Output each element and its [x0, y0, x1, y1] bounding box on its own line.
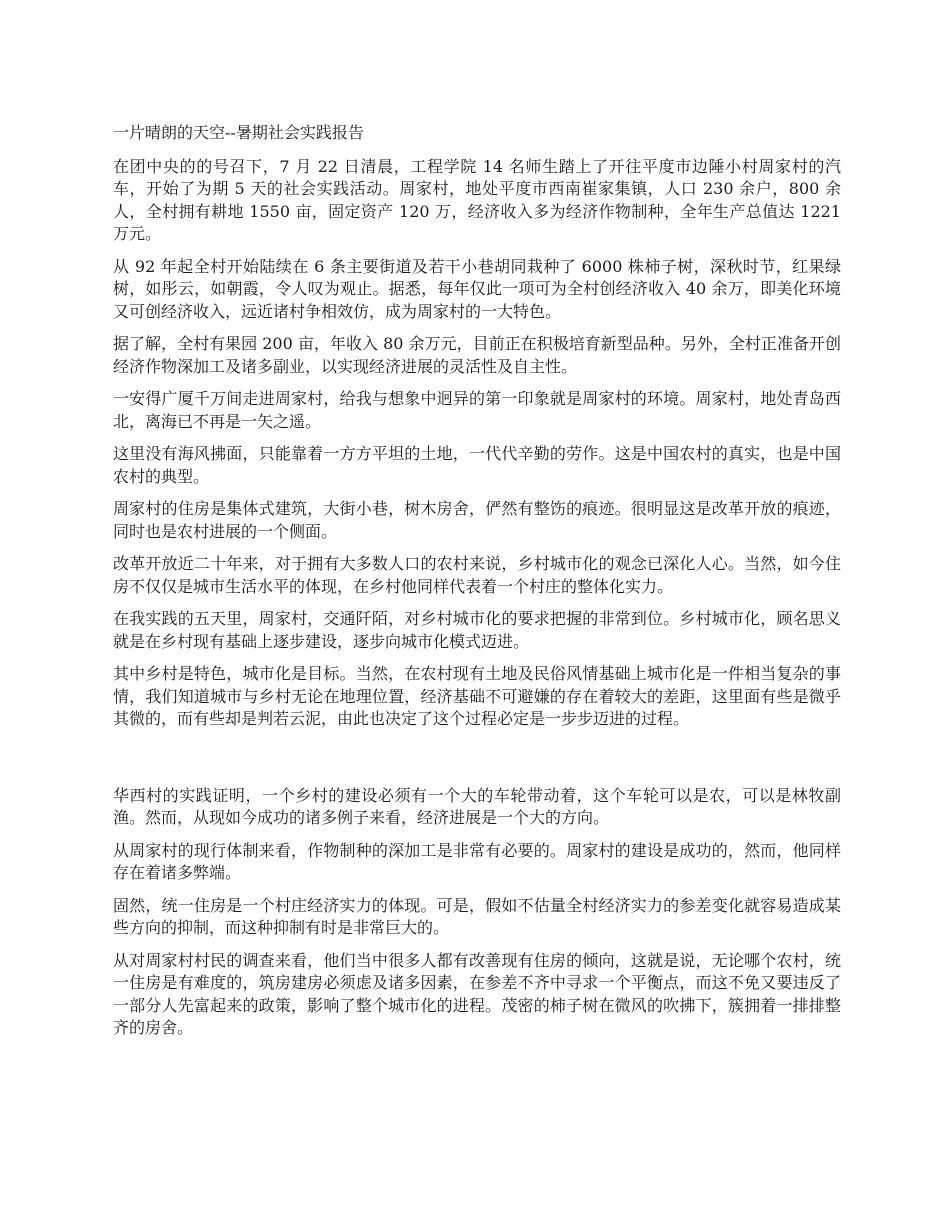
- section-spacer: [113, 741, 841, 785]
- paragraph: 一安得广厦千万间走进周家村，给我与想象中迥异的第一印象就是周家村的环境。周家村，地处青岛西北，离海已不再是一矢之遥。: [113, 389, 841, 431]
- paragraph: 这里没有海风拂面，只能靠着一方方平坦的土地，一代代辛勤的劳作。这是中国农村的真实，也是中国农村的典型。: [113, 444, 841, 486]
- paragraph: 从周家村的现行体制来看，作物制种的深加工是非常有必要的。周家村的建设是成功的，然而，他同样存在着诸多弊端。: [113, 840, 841, 882]
- document-title: 一片晴朗的天空--暑期社会实践报告: [113, 123, 364, 142]
- paragraph: 从 92 年起全村开始陆续在 6 条主要街道及若干小巷胡同栽种了 6000 株柿子树，深秋时节，红果绿树，如彤云，如朝霞，令人叹为观止。据悉，每年仅此一项可为全村创经济收入 40 余万，即美化环境又可创经济收入，远近诸村争相效仿，成为周家村的一大特色。: [113, 256, 841, 321]
- paragraph: 其中乡村是特色，城市化是目标。当然，在农村现有土地及民俗风情基础上城市化是一件相当复杂的事情，我们知道城市与乡村无论在地理位置，经济基础不可避嫌的存在着较大的差距，这里面有些是微乎其微的，而有些却是判若云泥，由此也决定了这个过程必定是一步步迈进的过程。: [113, 664, 841, 728]
- paragraph: 在团中央的的号召下，7 月 22 日清晨，工程学院 14 名师生踏上了开往平度市边陲小村周家村的汽车，开始了为期 5 天的社会实践活动。周家村，地处平度市西南崔家集镇，人口 230 余户，800 余人，全村拥有耕地 1550 亩，固定资产 120 万，经济收入多为经济作物制种，全年生产总值达 1221 万元。: [113, 156, 841, 243]
- paragraph: 从对周家村村民的调查来看，他们当中很多人都有改善现有住房的倾向，这就是说，无论哪个农村，统一住房是有难度的，筑房建房必须虑及诸多因素，在参差不齐中寻求一个平衡点，而这不免又要违反了一部分人先富起来的政策，影响了整个城市化的进程。茂密的柿子树在微风的吹拂下，簇拥着一排排整齐的房舍。: [113, 950, 841, 1037]
- paragraph: 华西村的实践证明，一个乡村的建设必须有一个大的车轮带动着，这个车轮可以是农，可以是林牧副渔。然而，从现如今成功的诸多例子来看，经济进展是一个大的方向。: [113, 785, 841, 827]
- paragraph: 改革开放近二十年来，对于拥有大多数人口的农村来说，乡村城市化的观念已深化人心。当然，如今住房不仅仅是城市生活水平的体现，在乡村他同样代表着一个村庄的整体化实力。: [113, 554, 841, 596]
- paragraph: 在我实践的五天里，周家村，交通阡陌，对乡村城市化的要求把握的非常到位。乡村城市化，顾名思义就是在乡村现有基础上逐步建设，逐步向城市化模式迈进。: [113, 609, 841, 651]
- paragraph: 周家村的住房是集体式建筑，大街小巷，树木房舍，俨然有整饬的痕迹。很明显这是改革开放的痕迹，同时也是农村进展的一个侧面。: [113, 499, 841, 541]
- paragraph: 固然，统一住房是一个村庄经济实力的体现。可是，假如不估量全村经济实力的参差变化就容易造成某些方向的抑制，而这种抑制有时是非常巨大的。: [113, 895, 841, 937]
- document-page: [113, 122, 841, 1050]
- paragraph: 据了解，全村有果园 200 亩，年收入 80 余万元，目前正在积极培育新型品种。另外，全村正准备开创经济作物深加工及诸多副业，以实现经济进展的灵活性及自主性。: [113, 334, 841, 376]
